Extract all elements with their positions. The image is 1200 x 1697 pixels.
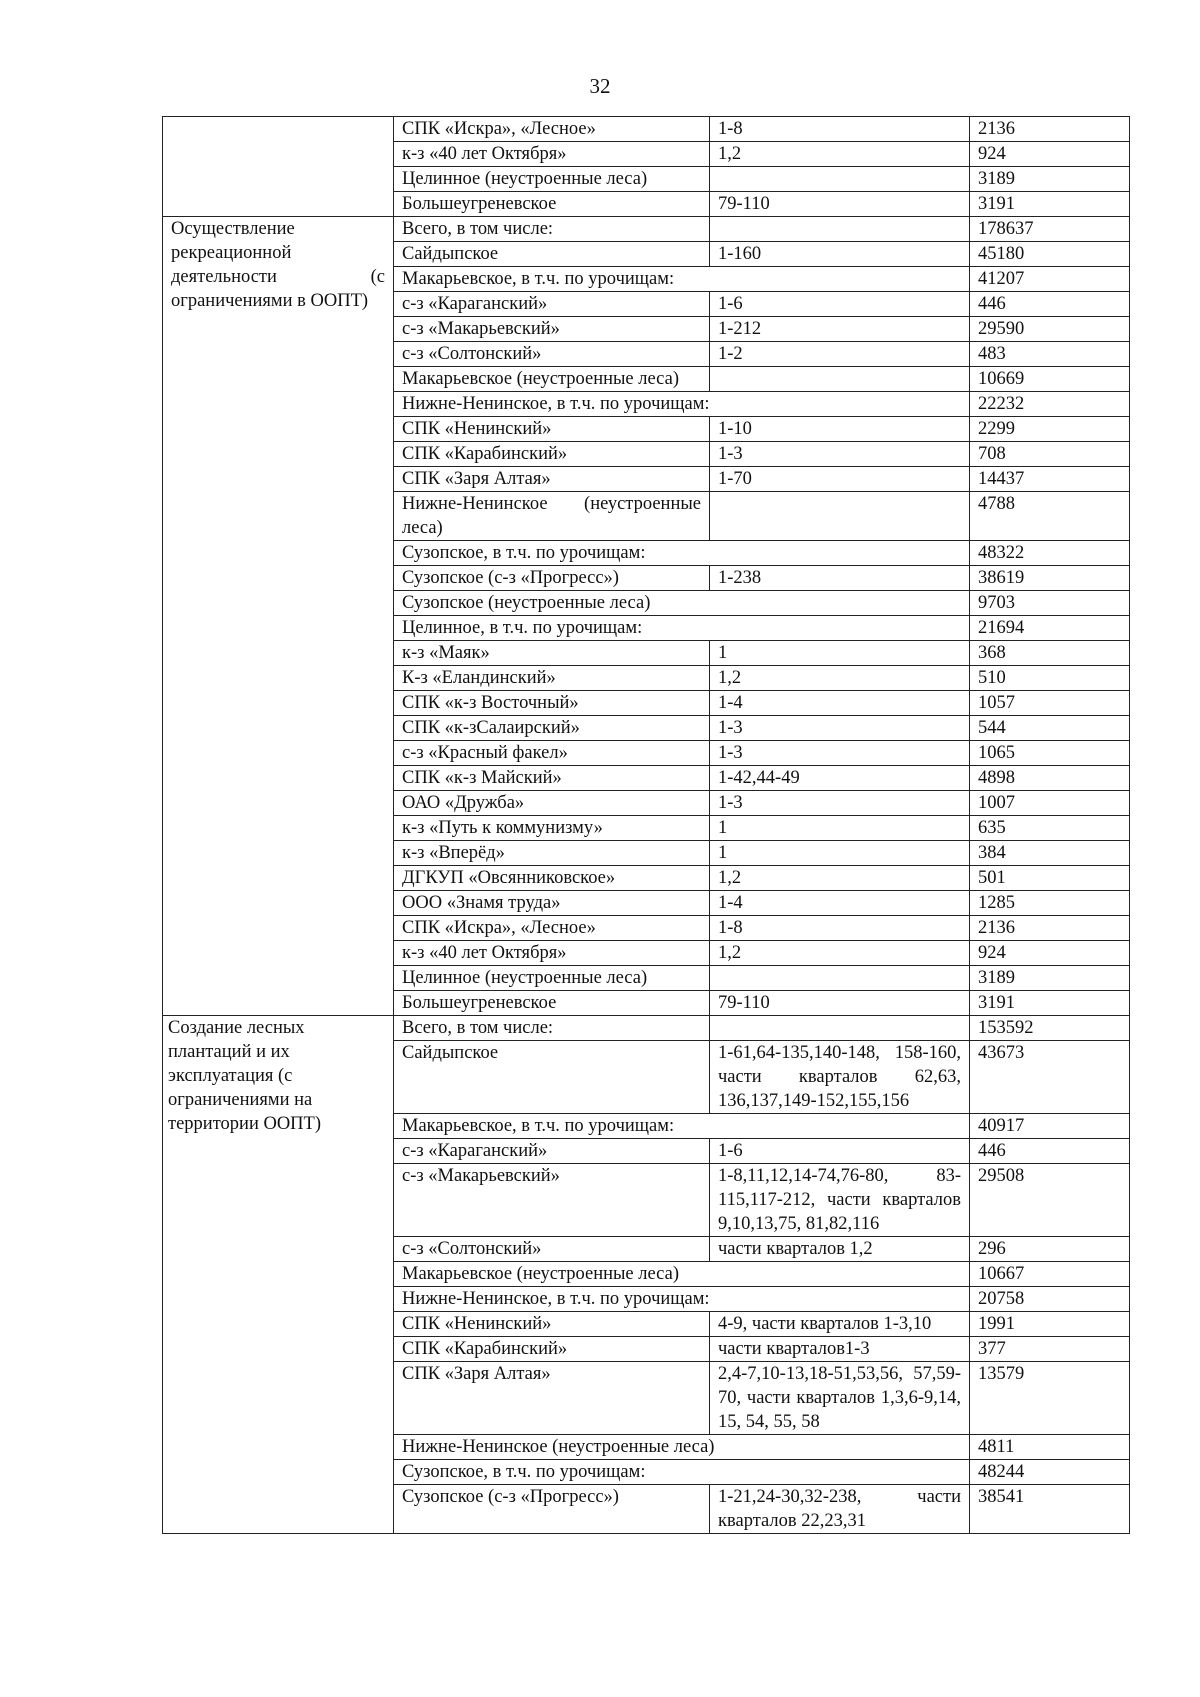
quarters-cell: 1-4 bbox=[710, 891, 970, 916]
quarters-cell: 1-21,24-30,32-238, части кварталов 22,23,31 bbox=[710, 1485, 970, 1534]
quarters-cell: 1-6 bbox=[710, 292, 970, 317]
location-cell: с-з «Караганский» bbox=[394, 1139, 710, 1164]
area-cell: 48244 bbox=[970, 1460, 1130, 1485]
area-cell: 446 bbox=[970, 1139, 1130, 1164]
quarters-cell: 1 bbox=[710, 841, 970, 866]
quarters-cell bbox=[710, 217, 970, 242]
location-cell: Нижне-Ненинское, в т.ч. по урочищам: bbox=[394, 1287, 970, 1312]
page-number: 32 bbox=[589, 74, 611, 98]
quarters-cell: части кварталов 1,2 bbox=[710, 1237, 970, 1262]
quarters-cell: 1-3 bbox=[710, 442, 970, 467]
location-cell: К-з «Еландинский» bbox=[394, 666, 710, 691]
location-cell: Сузопское, в т.ч. по урочищам: bbox=[394, 541, 970, 566]
quarters-cell bbox=[710, 367, 970, 392]
quarters-cell: 1-42,44-49 bbox=[710, 766, 970, 791]
quarters-cell: 1,2 bbox=[710, 666, 970, 691]
location-cell: к-з «Путь к коммунизму» bbox=[394, 816, 710, 841]
quarters-cell: 1,2 bbox=[710, 941, 970, 966]
table-row bbox=[163, 1016, 1130, 1041]
location-cell: Целинное (неустроенные леса) bbox=[394, 167, 710, 192]
purpose-cell bbox=[163, 117, 394, 217]
area-cell: 3191 bbox=[970, 192, 1130, 217]
location-cell: Макарьевское, в т.ч. по урочищам: bbox=[394, 267, 970, 292]
location-cell: Целинное, в т.ч. по урочищам: bbox=[394, 616, 970, 641]
area-cell: 4898 bbox=[970, 766, 1130, 791]
quarters-cell: 1-6 bbox=[710, 1139, 970, 1164]
location-cell: с-з «Караганский» bbox=[394, 292, 710, 317]
area-cell: 45180 bbox=[970, 242, 1130, 267]
quarters-cell: 1-61,64-135,140-148, 158-160, части кварталов 62,63, 136,137,149-152,155,156 bbox=[710, 1041, 970, 1114]
quarters-cell: 1-10 bbox=[710, 417, 970, 442]
quarters-cell: 1-238 bbox=[710, 566, 970, 591]
area-cell: 43673 bbox=[970, 1041, 1130, 1114]
area-cell: 4788 bbox=[970, 492, 1130, 541]
quarters-cell: 1-3 bbox=[710, 716, 970, 741]
quarters-cell: 79-110 bbox=[710, 991, 970, 1016]
area-cell: 29508 bbox=[970, 1164, 1130, 1237]
location-cell: Макарьевское, в т.ч. по урочищам: bbox=[394, 1114, 970, 1139]
location-cell: Большеугреневское bbox=[394, 192, 710, 217]
quarters-cell: 1-4 bbox=[710, 691, 970, 716]
area-cell: 10667 bbox=[970, 1262, 1130, 1287]
quarters-cell: 4-9, части кварталов 1-3,10 bbox=[710, 1312, 970, 1337]
area-cell: 377 bbox=[970, 1337, 1130, 1362]
area-cell: 9703 bbox=[970, 591, 1130, 616]
location-cell: Макарьевское (неустроенные леса) bbox=[394, 1262, 970, 1287]
location-cell: СПК «Карабинский» bbox=[394, 1337, 710, 1362]
quarters-cell bbox=[710, 966, 970, 991]
location-cell: Сайдыпское bbox=[394, 242, 710, 267]
table-row bbox=[163, 217, 1130, 242]
area-cell: 3189 bbox=[970, 167, 1130, 192]
area-cell: 153592 bbox=[970, 1016, 1130, 1041]
area-cell: 368 bbox=[970, 641, 1130, 666]
location-cell: СПК «к-з Майский» bbox=[394, 766, 710, 791]
area-cell: 178637 bbox=[970, 217, 1130, 242]
location-cell: ООО «Знамя труда» bbox=[394, 891, 710, 916]
area-cell: 296 bbox=[970, 1237, 1130, 1262]
forest-use-table bbox=[162, 116, 1130, 1534]
location-cell: СПК «Заря Алтая» bbox=[394, 1362, 710, 1435]
area-cell: 446 bbox=[970, 292, 1130, 317]
area-cell: 635 bbox=[970, 816, 1130, 841]
location-cell: СПК «Ненинский» bbox=[394, 1312, 710, 1337]
area-cell: 1007 bbox=[970, 791, 1130, 816]
location-cell: Нижне-Ненинское (неустроенные леса) bbox=[394, 1435, 970, 1460]
area-cell: 1057 bbox=[970, 691, 1130, 716]
area-cell: 4811 bbox=[970, 1435, 1130, 1460]
quarters-cell: 1-8 bbox=[710, 117, 970, 142]
area-cell: 14437 bbox=[970, 467, 1130, 492]
quarters-cell: 1-3 bbox=[710, 741, 970, 766]
location-cell: СПК «Искра», «Лесное» bbox=[394, 916, 710, 941]
area-cell: 38619 bbox=[970, 566, 1130, 591]
purpose-cell: Осуществление рекреационной деятельности (с ограничениями в ООПТ) bbox=[163, 217, 394, 1016]
area-cell: 544 bbox=[970, 716, 1130, 741]
area-cell: 2136 bbox=[970, 916, 1130, 941]
area-cell: 38541 bbox=[970, 1485, 1130, 1534]
quarters-cell: 1 bbox=[710, 641, 970, 666]
table-body bbox=[163, 117, 1130, 1534]
area-cell: 20758 bbox=[970, 1287, 1130, 1312]
area-cell: 22232 bbox=[970, 392, 1130, 417]
area-cell: 40917 bbox=[970, 1114, 1130, 1139]
area-cell: 29590 bbox=[970, 317, 1130, 342]
quarters-cell: 1-160 bbox=[710, 242, 970, 267]
area-cell: 2299 bbox=[970, 417, 1130, 442]
purpose-cell: Создание лесных плантаций и их эксплуатация (с ограничениями на территории ООПТ) bbox=[163, 1016, 394, 1534]
quarters-cell bbox=[710, 167, 970, 192]
area-cell: 1285 bbox=[970, 891, 1130, 916]
location-cell: ОАО «Дружба» bbox=[394, 791, 710, 816]
area-cell: 13579 bbox=[970, 1362, 1130, 1435]
location-cell: Сузопское (с-з «Прогресс») bbox=[394, 1485, 710, 1534]
quarters-cell bbox=[710, 1016, 970, 1041]
location-cell: Всего, в том числе: bbox=[394, 1016, 710, 1041]
area-cell: 2136 bbox=[970, 117, 1130, 142]
location-cell: Сузопское (неустроенные леса) bbox=[394, 591, 970, 616]
area-cell: 21694 bbox=[970, 616, 1130, 641]
area-cell: 48322 bbox=[970, 541, 1130, 566]
area-cell: 1991 bbox=[970, 1312, 1130, 1337]
area-cell: 924 bbox=[970, 941, 1130, 966]
quarters-cell: 1 bbox=[710, 816, 970, 841]
location-cell: с-з «Макарьевский» bbox=[394, 1164, 710, 1237]
location-cell: с-з «Солтонский» bbox=[394, 1237, 710, 1262]
location-cell: к-з «Маяк» bbox=[394, 641, 710, 666]
quarters-cell: 79-110 bbox=[710, 192, 970, 217]
location-cell: к-з «40 лет Октября» bbox=[394, 941, 710, 966]
quarters-cell: 1-212 bbox=[710, 317, 970, 342]
location-cell: СПК «к-зСалаирский» bbox=[394, 716, 710, 741]
area-cell: 3189 bbox=[970, 966, 1130, 991]
location-cell: Целинное (неустроенные леса) bbox=[394, 966, 710, 991]
area-cell: 3191 bbox=[970, 991, 1130, 1016]
location-cell: с-з «Солтонский» bbox=[394, 342, 710, 367]
location-cell: СПК «Карабинский» bbox=[394, 442, 710, 467]
quarters-cell: 1-8 bbox=[710, 916, 970, 941]
location-cell: Нижне-Ненинское (неустроенные леса) bbox=[394, 492, 710, 541]
quarters-cell: части кварталов1-3 bbox=[710, 1337, 970, 1362]
location-cell: СПК «Искра», «Лесное» bbox=[394, 117, 710, 142]
location-cell: Сузопское, в т.ч. по урочищам: bbox=[394, 1460, 970, 1485]
area-cell: 41207 bbox=[970, 267, 1130, 292]
location-cell: к-з «40 лет Октября» bbox=[394, 142, 710, 167]
area-cell: 924 bbox=[970, 142, 1130, 167]
location-cell: СПК «Заря Алтая» bbox=[394, 467, 710, 492]
quarters-cell: 1-70 bbox=[710, 467, 970, 492]
location-cell: к-з «Вперёд» bbox=[394, 841, 710, 866]
location-cell: Макарьевское (неустроенные леса) bbox=[394, 367, 710, 392]
location-cell: Сайдыпское bbox=[394, 1041, 710, 1114]
area-cell: 501 bbox=[970, 866, 1130, 891]
location-cell: с-з «Макарьевский» bbox=[394, 317, 710, 342]
location-cell: Большеугреневское bbox=[394, 991, 710, 1016]
quarters-cell: 1,2 bbox=[710, 866, 970, 891]
area-cell: 708 bbox=[970, 442, 1130, 467]
area-cell: 510 bbox=[970, 666, 1130, 691]
table-row bbox=[163, 117, 1130, 142]
location-cell: СПК «к-з Восточный» bbox=[394, 691, 710, 716]
location-cell: ДГКУП «Овсянниковское» bbox=[394, 866, 710, 891]
location-cell: Нижне-Ненинское, в т.ч. по урочищам: bbox=[394, 392, 970, 417]
quarters-cell: 2,4-7,10-13,18-51,53,56, 57,59-70, части кварталов 1,3,6-9,14, 15, 54, 55, 58 bbox=[710, 1362, 970, 1435]
quarters-cell: 1-3 bbox=[710, 791, 970, 816]
area-cell: 483 bbox=[970, 342, 1130, 367]
area-cell: 1065 bbox=[970, 741, 1130, 766]
location-cell: СПК «Ненинский» bbox=[394, 417, 710, 442]
area-cell: 384 bbox=[970, 841, 1130, 866]
quarters-cell: 1-2 bbox=[710, 342, 970, 367]
location-cell: Сузопское (с-з «Прогресс») bbox=[394, 566, 710, 591]
quarters-cell: 1,2 bbox=[710, 142, 970, 167]
location-cell: Всего, в том числе: bbox=[394, 217, 710, 242]
area-cell: 10669 bbox=[970, 367, 1130, 392]
quarters-cell bbox=[710, 492, 970, 541]
quarters-cell: 1-8,11,12,14-74,76-80, 83-115,117-212, части кварталов 9,10,13,75, 81,82,116 bbox=[710, 1164, 970, 1237]
location-cell: с-з «Красный факел» bbox=[394, 741, 710, 766]
